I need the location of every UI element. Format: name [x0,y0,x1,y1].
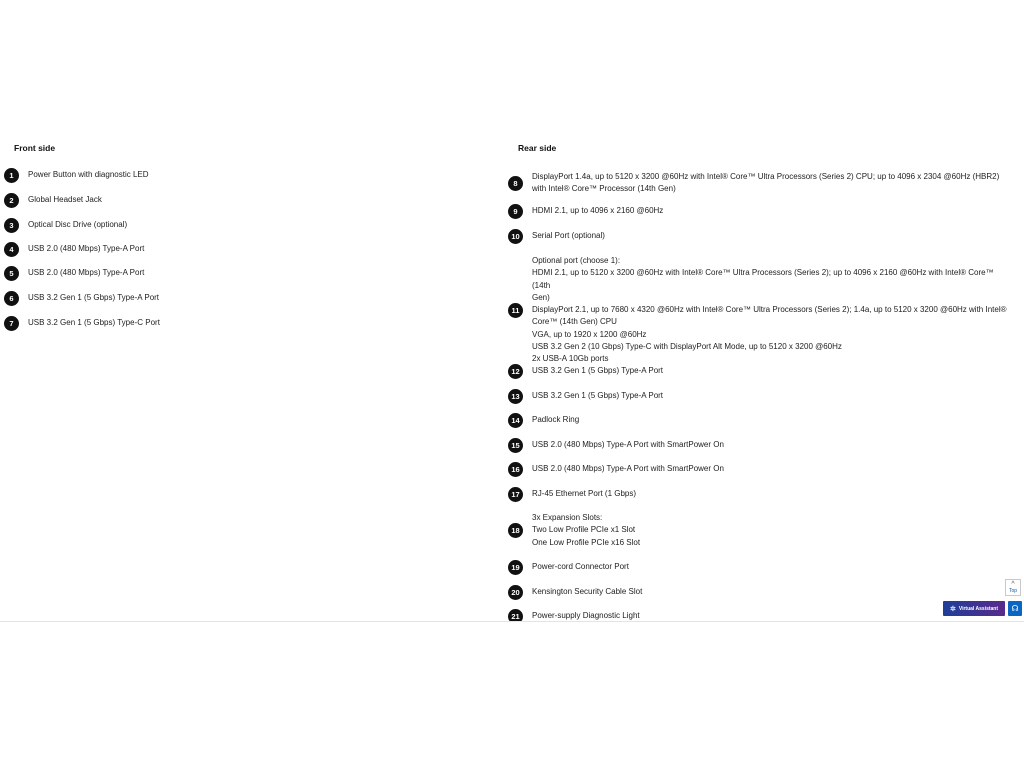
virtual-assistant-label: Virtual Assistant [958,605,999,612]
label-line: One Low Profile PCIe x16 Slot [532,537,641,547]
label-line: Padlock Ring [532,415,580,425]
front-item-1 [4,168,149,183]
rear-item-12 [508,364,1012,379]
front-item-label: USB 3.2 Gen 1 (5 Gbps) Type-A Port [28,293,160,303]
label-line: HDMI 2.1, up to 5120 x 3200 @60Hz with Intel® Core™ Ultra Processors (Series 2); up to 4096 x 2160 @60Hz with Intel® Core™ (14th [532,268,994,290]
front-item-5 [4,266,144,281]
front-item-label: Global Headset Jack [28,195,102,205]
rear-item-13 [508,389,1012,404]
callout-number-badge: 15 [508,438,523,453]
front-item-3 [4,218,127,233]
label-line: DisplayPort 1.4a, up to 5120 x 3200 @60Hz with Intel® Core™ Ultra Processors (Series 2) CPU; up to 4096 x 2304 @60Hz (HBR2) [532,172,1000,181]
label-line: Optional port (choose 1): [532,256,621,265]
front-item-label: USB 3.2 Gen 1 (5 Gbps) Type-C Port [28,318,160,328]
label-line: HDMI 2.1, up to 4096 x 2160 @60Hz [532,206,664,216]
callout-number-badge: 18 [508,523,523,538]
callout-number-badge: 14 [508,413,523,428]
label-line: USB 3.2 Gen 1 (5 Gbps) Type-A Port [532,391,664,401]
sparkle-icon: ✲ [949,605,956,613]
label-line: Kensington Security Cable Slot [532,587,643,597]
rear-item-label [532,463,1012,475]
callout-number-badge: 7 [4,316,19,331]
rear-item-label [532,255,1012,366]
rear-item-11 [508,255,1012,366]
back-to-top-label: Top [1008,587,1018,594]
label-line: with Intel® Core™ Processor (14th Gen) [532,184,676,194]
callout-number-badge: 10 [508,229,523,244]
callout-number-badge: 3 [4,218,19,233]
callout-number-badge: 2 [4,193,19,208]
rear-item-9 [508,204,1012,219]
label-line: Gen) [532,292,550,302]
rear-item-8 [508,171,1012,196]
label-line: RJ-45 Ethernet Port (1 Gbps) [532,489,637,499]
callout-number-badge: 19 [508,560,523,575]
front-item-4 [4,242,144,257]
callout-number-badge: 17 [508,487,523,502]
rear-item-17 [508,487,1012,502]
label-line: Power-supply Diagnostic Light [532,611,640,621]
rear-item-label [532,230,1012,242]
callout-number-badge: 21 [508,609,523,622]
callout-number-badge: 1 [4,168,19,183]
callout-number-badge: 5 [4,266,19,281]
callout-number-badge: 6 [4,291,19,306]
rear-side-heading: Rear side [518,143,557,153]
callout-number-badge: 13 [508,389,523,404]
label-line: Power-cord Connector Port [532,562,629,572]
back-to-top-button[interactable] [1005,579,1021,596]
arrow-up-icon: ^ [1011,580,1015,588]
virtual-assistant-button[interactable] [943,601,1005,616]
label-line: Two Low Profile PCIe x1 Slot [532,525,636,535]
rear-item-label [532,586,1012,598]
rear-item-10 [508,229,1012,244]
rear-item-label [532,561,1012,573]
rear-item-label [532,390,1012,402]
support-headset-button[interactable] [1008,601,1022,616]
front-side-heading: Front side [14,143,56,153]
callout-number-badge: 12 [508,364,523,379]
callout-number-badge: 20 [508,585,523,600]
rear-item-19 [508,560,1012,575]
front-item-label: USB 2.0 (480 Mbps) Type-A Port [28,268,145,278]
callout-number-badge: 16 [508,462,523,477]
label-line: 3x Expansion Slots: [532,513,603,522]
callout-number-badge: 4 [4,242,19,257]
rear-item-label [532,365,1012,377]
rear-item-20 [508,585,1012,600]
rear-item-label [532,414,1012,426]
callout-number-badge: 9 [508,204,523,219]
label-line: USB 2.0 (480 Mbps) Type-A Port with SmartPower On [532,440,724,450]
front-item-label: Power Button with diagnostic LED [28,170,149,180]
headset-icon: ☊ [1011,604,1019,613]
front-item-6 [4,291,159,306]
callout-number-badge: 11 [508,303,523,318]
label-line: 2x USB-A 10Gb ports [532,354,609,364]
viewport-divider [0,621,1024,622]
front-item-label: Optical Disc Drive (optional) [28,220,128,230]
rear-item-label [532,439,1012,451]
label-line: USB 3.2 Gen 2 (10 Gbps) Type-C with DisplayPort Alt Mode, up to 5120 x 3200 @60Hz [532,342,842,352]
rear-item-label [532,205,1012,217]
front-item-2 [4,193,102,208]
rear-item-18 [508,512,1012,549]
label-line: VGA, up to 1920 x 1200 @60Hz [532,329,647,339]
label-line: USB 3.2 Gen 1 (5 Gbps) Type-A Port [532,366,664,376]
rear-item-label [532,488,1012,500]
rear-item-label [532,512,1012,549]
front-item-7 [4,316,160,331]
callout-number-badge: 8 [508,176,523,191]
rear-item-15 [508,438,1012,453]
label-line: Serial Port (optional) [532,231,605,241]
label-line: USB 2.0 (480 Mbps) Type-A Port with SmartPower On [532,464,724,474]
rear-item-14 [508,413,1012,428]
label-line: DisplayPort 2.1, up to 7680 x 4320 @60Hz with Intel® Core™ Ultra Processors (Series 2); 1.4a, up to 5120 x 3200 @60Hz with Intel® [532,305,1007,315]
rear-item-16 [508,462,1012,477]
label-line: Core™ (14th Gen) CPU [532,317,617,327]
front-item-label: USB 2.0 (480 Mbps) Type-A Port [28,244,145,254]
rear-item-label [532,171,1012,196]
